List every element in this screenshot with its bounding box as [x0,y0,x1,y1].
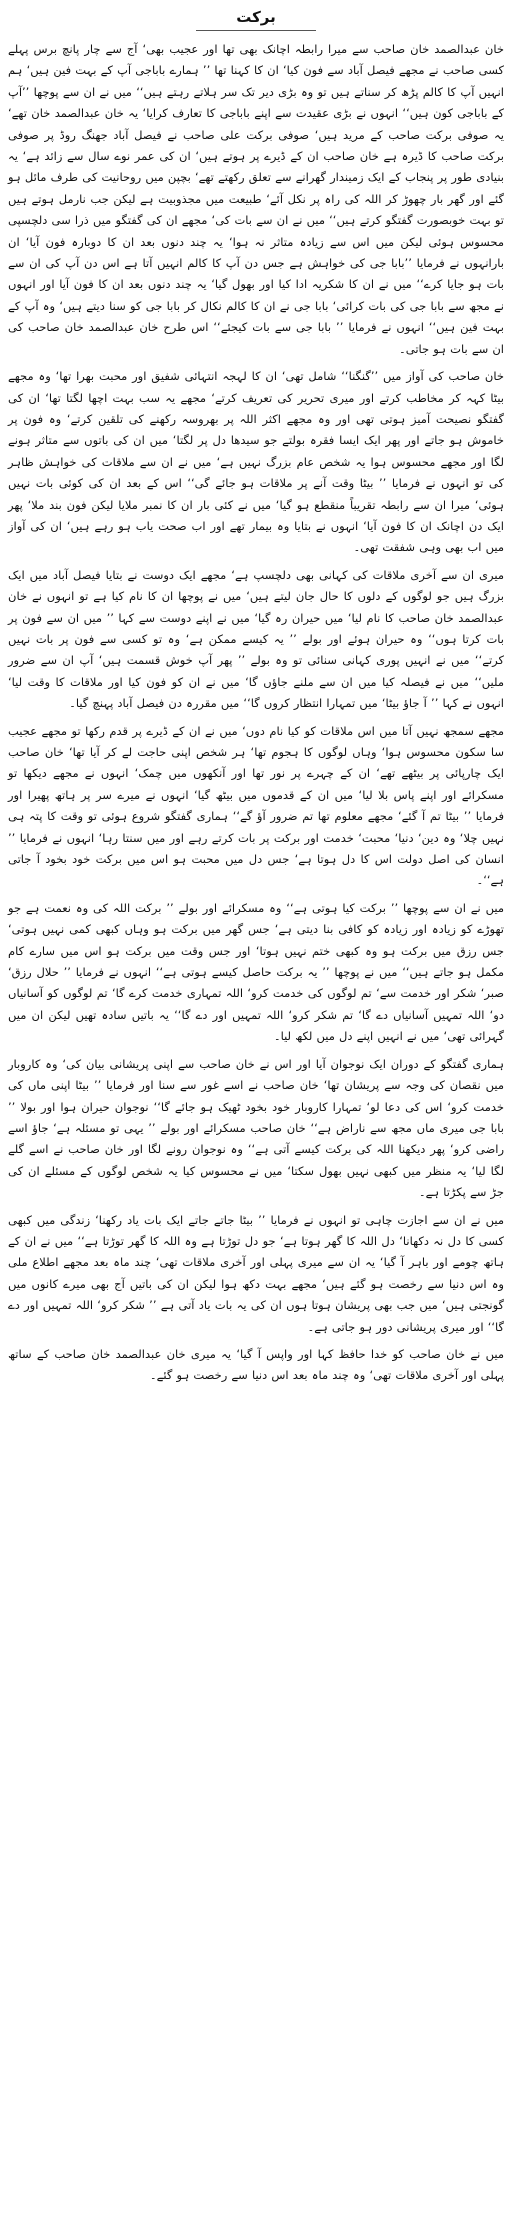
article-body [8,39,504,1387]
title-underline [196,30,316,31]
article-title: برکت [236,8,276,26]
paragraph: میں نے ان سے اجازت چاہی تو انہوں نے فرمایا ’’ بیٹا جاتے جاتے ایک بات یاد رکھنا‘ زندگی میں کبھی کسی کا دل نہ دکھانا‘ دل اللہ کا گھر ہوتا ہے‘ جو دل توڑتا ہے وہ اللہ کا گھر توڑتا ہے‘‘ میں نے ان کے ہاتھ چومے اور باہر آ گیا‘ یہ ان سے میری پہلی اور آخری ملاقات تھی‘ چند ماہ بعد مجھے اطلاع ملی وہ اس دنیا سے رخصت ہو گئے ہیں‘ مجھے بہت دکھ ہوا لیکن ان کی باتیں آج بھی میرے کانوں میں گونجتی ہیں‘ میں جب بھی پریشان ہوتا ہوں ان کی یہ بات یاد آتی ہے ’’ شکر کرو‘ اللہ تمہیں اور دے گا‘‘ اور میری پریشانی دور ہو جاتی ہے۔ [8,1212,504,1334]
paragraph: میری ان سے آخری ملاقات کی کہانی بھی دلچسپ ہے‘ مجھے ایک دوست نے بتایا فیصل آباد میں ایک بزرگ ہیں جو لوگوں کے دلوں کا حال جان لیتے ہیں‘ میں نے پوچھا ان کا نام کیا ہے تو انہوں نے خان عبدالصمد خان صاحب کا نام لیا‘ میں حیران رہ گیا‘ میں نے اپنے دوست سے کہا ’’ میں ان سے فون پر بات کرتا ہوں‘‘ وہ حیران ہوئے اور بولے ’’ یہ کیسے ممکن ہے‘ وہ تو کسی سے فون پر بات نہیں کرتے‘‘ میں نے انہیں پوری کہانی سنائی تو وہ بولے ’’ پھر آپ خوش قسمت ہیں‘ آپ ان سے ضرور ملیں‘‘ میں نے فیصلہ کیا میں ان سے ملنے جاؤں گا‘ میں نے ان کو فون کیا اور ملاقات کا وقت لیا‘ انہوں نے کہا ’’ آ جاؤ بیٹا‘ میں تمہارا انتظار کروں گا‘‘ میں مقررہ دن فیصل آباد پہنچ گیا۔ [8,567,504,711]
paragraph: خان عبدالصمد خان صاحب سے میرا رابطہ اچانک بھی تھا اور عجیب بھی‘ آج سے چار پانچ برس پہلے کسی صاحب نے مجھے فیصل آباد سے فون کیا‘ ان کا کہنا تھا ’’ ہمارے باباجی آپ کے بہت فین ہیں‘ ہم انہیں آپ کا کالم پڑھ کر سناتے ہیں تو وہ بڑی دیر تک سر ہلاتے رہتے ہیں‘‘ میں نے ان سے پوچھا ’’آپ کے باباجی کون ہیں‘‘ انہوں نے بڑی عقیدت سے اپنے باباجی کا تعارف کرایا‘ یہ خان عبدالصمد خان تھے‘ یہ صوفی برکت صاحب کے مرید ہیں‘ صوفی برکت علی صاحب نے فیصل آباد جھنگ روڈ پر صوفی برکت صاحب کا ڈیرہ ہے خان صاحب ان کے ڈیرے پر ہوتے ہیں‘ ان کی عمر نوے سال سے زائد ہے‘ یہ بنیادی طور پر پنجاب کے ایک زمیندار گھرانے سے تعلق رکھتے تھے‘ بچپن میں روحانیت کی طرف مائل ہو گئے اور گھر بار چھوڑ کر اللہ کی راہ پر نکل آئے‘ طبیعت میں مجذوبیت ہے لیکن جب نارمل ہوتے ہیں تو بہت خوبصورت گفتگو کرتے ہیں‘‘ میں نے ان سے بات کی‘ مجھے ان کی گفتگو میں ذرا سی دلچسپی محسوس ہوئی لیکن میں اس سے زیادہ متاثر نہ ہوا‘ یہ چند دنوں بعد ان کا دوبارہ فون آیا‘ ان بارانہوں نے فرمایا ’’بابا جی کی خواہش ہے جس دن آپ کا کالم انہیں آتا ہے اس دن آپ کی ان سے بات ہو جایا کرے‘‘ میں نے ان کا شکریہ ادا کیا اور بھول گیا‘ یہ چند دنوں بعد ان کا فون آیا اور انہوں نے مجھ سے بابا جی کی بات کرائی‘ بابا جی نے ان کا کالم نکال کر بابا جی کو سنا دیتے ہیں‘ وہ آپ کے بہت فین ہیں‘‘ انہوں نے فرمایا ’’ بابا جی سے بات کیجئے‘‘ اس طرح خان عبدالصمد خان صاحب کی ان سے بات ہو جاتی۔ [8,42,504,356]
paragraph: ہماری گفتگو کے دوران ایک نوجوان آیا اور اس نے خان صاحب سے اپنی پریشانی بیان کی‘ وہ کاروبار میں نقصان کی وجہ سے پریشان تھا‘ خان صاحب نے اسے غور سے سنا اور فرمایا ’’ بیٹا اپنی ماں کی خدمت کرو‘ اس کی دعا لو‘ تمہارا کاروبار خود بخود ٹھیک ہو جائے گا‘‘ نوجوان حیران ہوا اور بولا ’’ بابا جی میری ماں مجھ سے ناراض ہے‘‘ خان صاحب مسکرائے اور بولے ’’ یہی تو مسئلہ ہے‘ جاؤ اسے راضی کرو‘ پھر دیکھنا اللہ کی برکت کیسے آتی ہے‘‘ وہ نوجوان رونے لگا اور خان صاحب نے اسے گلے لگا لیا‘ یہ منظر میں کبھی نہیں بھول سکتا‘ میں نے محسوس کیا یہ شخص لوگوں کے مسئلے ان کی جڑ سے پکڑتا ہے۔ [8,1056,504,1200]
paragraph: میں نے ان سے پوچھا ’’ برکت کیا ہوتی ہے‘‘ وہ مسکرائے اور بولے ’’ برکت اللہ کی وہ نعمت ہے جو تھوڑے کو زیادہ اور زیادہ کو کافی بنا دیتی ہے‘ جس گھر میں برکت ہو وہاں کبھی کمی نہیں ہوتی‘ جس رزق میں برکت ہو وہ کبھی ختم نہیں ہوتا‘ اور جس وقت میں برکت ہو اس میں سارے کام مکمل ہو جاتے ہیں‘‘ میں نے پوچھا ’’ یہ برکت حاصل کیسے ہوتی ہے‘‘ انہوں نے فرمایا ’’ حلال رزق‘ صبر‘ شکر اور خدمت سے‘ تم لوگوں کی خدمت کرو‘ اللہ تمہاری خدمت کرے گا‘ تم لوگوں کو آسانیاں دو‘ اللہ تمہیں آسانیاں دے گا‘ تم شکر کرو‘ اللہ تمہیں اور دے گا‘‘ یہ باتیں سادہ تھیں لیکن ان میں گہرائی تھی‘ میں نے انہیں اپنے دل میں لکھ لیا۔ [8,900,504,1044]
paragraph: مجھے سمجھ نہیں آتا میں اس ملاقات کو کیا نام دوں‘ میں نے ان کے ڈیرے پر قدم رکھا تو مجھے عجیب سا سکون محسوس ہوا‘ وہاں لوگوں کا ہجوم تھا‘ ہر شخص اپنی حاجت لے کر آیا تھا‘ خان صاحب ایک چارپائی پر بیٹھے تھے‘ ان کے چہرے پر نور تھا اور آنکھوں میں چمک‘ انہوں نے مجھے دیکھا تو مسکرائے اور اپنے پاس بلا لیا‘ میں ان کے قدموں میں بیٹھ گیا‘ انہوں نے میرے سر پر ہاتھ پھیرا اور فرمایا ’’ بیٹا تم آ گئے‘ مجھے معلوم تھا تم ضرور آؤ گے‘‘ ہماری گفتگو شروع ہوئی تو وقت کا پتہ ہی نہیں چلا‘ وہ دین‘ دنیا‘ محبت‘ خدمت اور برکت پر بات کرتے رہے اور میں سنتا رہا‘ انہوں نے فرمایا ’’ انسان کی اصل دولت اس کا دل ہوتا ہے‘ جس دل میں محبت ہو اس میں برکت خود بخود آ جاتی ہے‘‘۔ [8,723,504,888]
paragraph: میں نے خان صاحب کو خدا حافظ کہا اور واپس آ گیا‘ یہ میری خان عبدالصمد خان صاحب کے ساتھ پہلی اور آخری ملاقات تھی‘ وہ چند ماہ بعد اس دنیا سے رخصت ہو گئے۔ [8,1346,504,1383]
paragraph: خان صاحب کی آواز میں ’’گنگنا‘‘ شامل تھی‘ ان کا لہجہ انتہائی شفیق اور محبت بھرا تھا‘ وہ مجھے بیٹا کہہ کر مخاطب کرتے اور میری تحریر کی تعریف کرتے‘ مجھے یہ سب بہت اچھا لگتا تھا‘ ان کی گفتگو نصیحت آمیز ہوتی تھی اور وہ مجھے اکثر اللہ پر بھروسہ رکھنے کی تلقین کرتے‘ وہ فون پر خاموش ہو جاتے اور پھر ایک ایسا فقرہ بولتے جو سیدھا دل پر لگتا‘ میں ان کی باتوں سے متاثر ہونے لگا اور مجھے محسوس ہوا یہ شخص عام بزرگ نہیں ہے‘ میں نے ان سے ملاقات کی خواہش ظاہر کی تو انہوں نے فرمایا ’’ بیٹا وقت آنے پر ملاقات ہو جائے گی‘‘ اس کے بعد ان کی کوئی بات نہیں ہوئی‘ میرا ان سے رابطہ تقریباً منقطع ہو گیا‘ میں نے کئی بار ان کا نمبر ملایا لیکن فون بند ملا‘ پھر ایک دن اچانک ان کا فون آیا‘ انہوں نے بتایا وہ بیمار تھے اور اب صحت یاب ہو رہے ہیں‘ ان کی آواز میں اب بھی وہی شفقت تھی۔ [8,369,504,555]
